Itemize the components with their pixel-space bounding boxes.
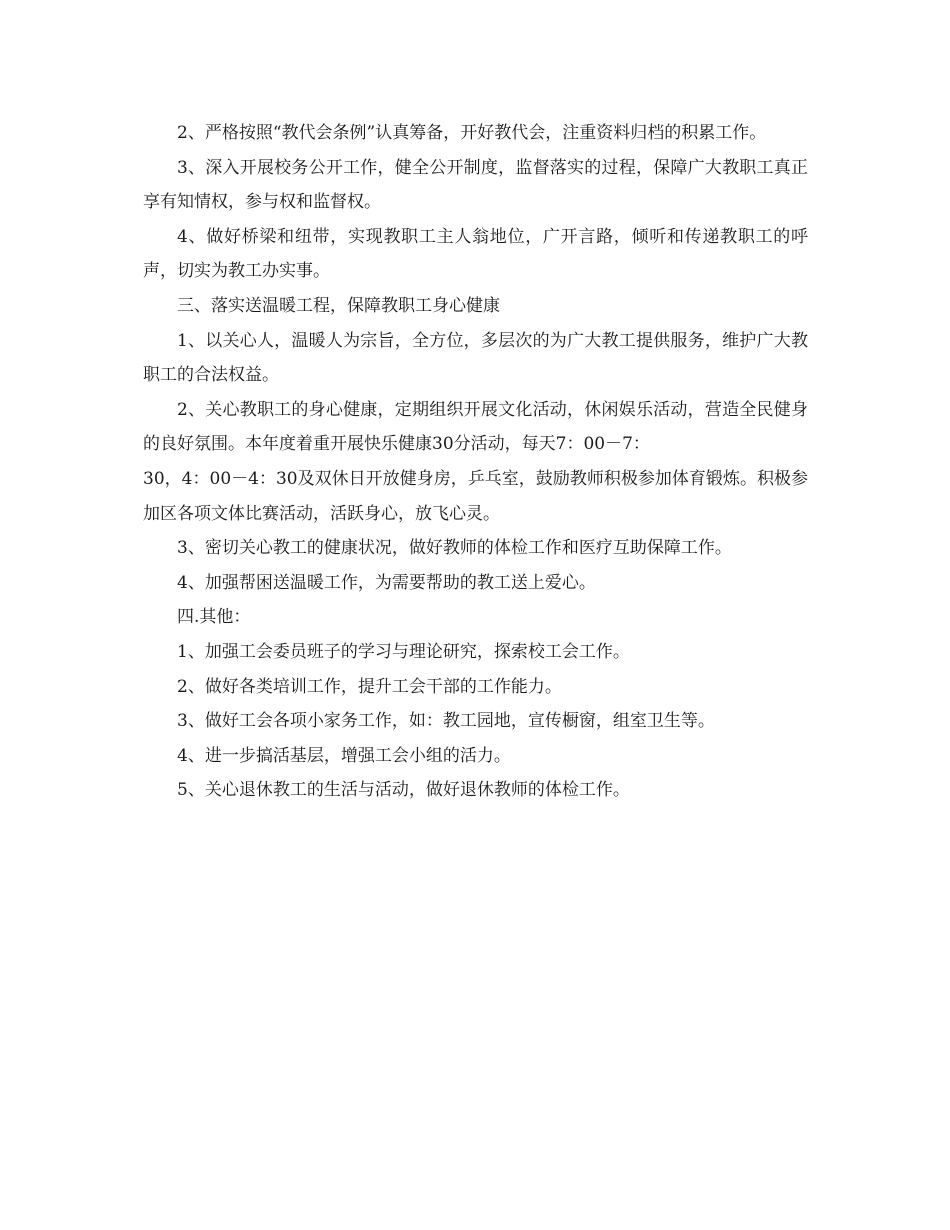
paragraph-section4-item-1: 1、加强工会委员班子的学习与理论研究，探索校工会工作。 xyxy=(177,641,630,662)
paragraph-item-4-bridge: 4、做好桥梁和纽带，实现教职工主人翁地位，广开言路，倾听和传递教职工的呼声，切实为教工办实事。 xyxy=(143,226,808,282)
paragraph-section3-item-4: 4、加强帮困送温暖工作，为需要帮助的教工送上爱心。 xyxy=(177,572,596,593)
paragraph-section3-item-1: 1、以关心人，温暖人为宗旨，全方位，多层次的为广大教工提供服务，维护广大教职工的合法权益。 xyxy=(143,330,808,386)
section-heading-4: 四.其他： xyxy=(177,607,251,628)
paragraph-section3-item-2-continued: 30，4：00－4：30及双休日开放健身房，乒乓室，鼓励教师积极参加体育锻炼。积极参加区各项文体比赛活动，活跃身心，放飞心灵。 xyxy=(143,468,808,524)
document-body xyxy=(143,116,808,808)
paragraph-section4-item-4: 4、进一步搞活基层，增强工会小组的活力。 xyxy=(177,745,511,766)
paragraph-section3-item-3: 3、密切关心教工的健康状况，做好教师的体检工作和医疗互助保障工作。 xyxy=(177,538,732,559)
paragraph-section3-item-2: 2、关心教职工的身心健康，定期组织开展文化活动，休闲娱乐活动，营造全民健身的良好氛围。本年度着重开展快乐健康30分活动，每天7：00－7： xyxy=(143,399,808,455)
paragraph-section4-item-5: 5、关心退休教工的生活与活动，做好退休教师的体检工作。 xyxy=(177,780,630,801)
paragraph-item-3-school-affairs: 3、深入开展校务公开工作，健全公开制度，监督落实的过程，保障广大教职工真正享有知情权，参与权和监督权。 xyxy=(143,157,808,213)
paragraph-item-2-archiving: 2、严格按照“教代会条例”认真筹备，开好教代会，注重资料归档的积累工作。 xyxy=(177,123,767,143)
section-heading-3: 三、落实送温暖工程，保障教职工身心健康 xyxy=(177,295,500,316)
paragraph-section4-item-3: 3、做好工会各项小家务工作，如：教工园地，宣传橱窗，组室卫生等。 xyxy=(177,711,715,732)
paragraph-section4-item-2: 2、做好各类培训工作，提升工会干部的工作能力。 xyxy=(177,676,562,697)
